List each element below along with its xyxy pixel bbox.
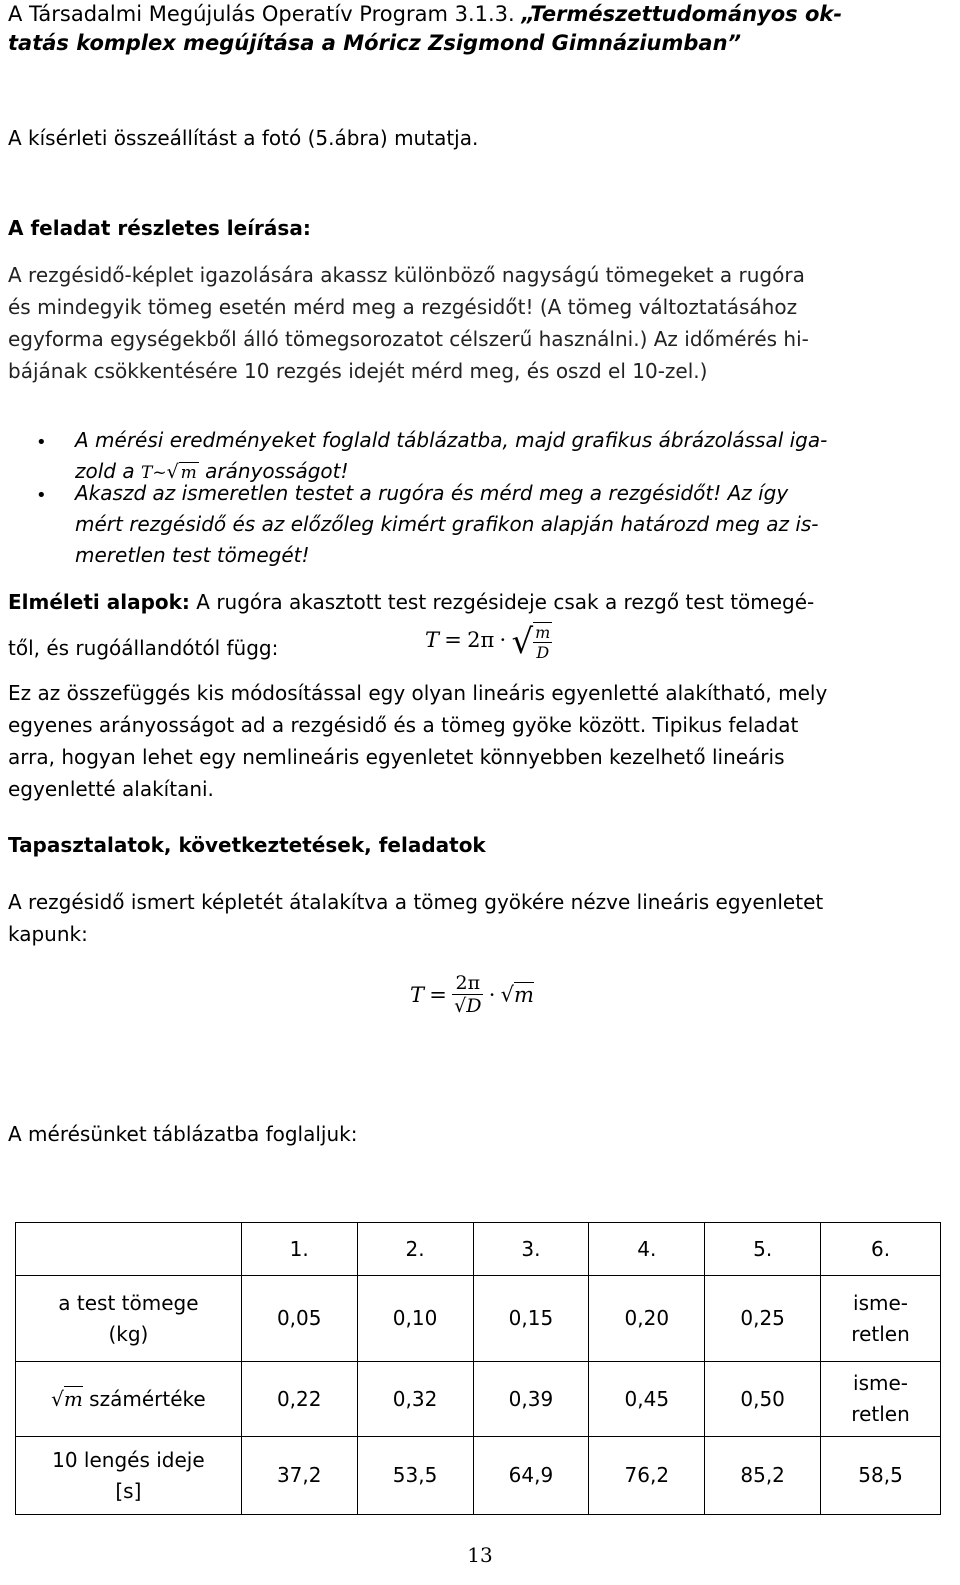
row-label-text: számértéke [82,1386,206,1411]
row-label-line: [s] [115,1478,142,1503]
sqrt-icon: √ [51,1386,64,1411]
table-cell: 0,15 [473,1276,589,1362]
task-heading: A feladat részletes leírása: [8,216,311,240]
formula-equals: = [429,983,447,1007]
bullet-text: zold a [75,459,141,483]
formula-m: m [514,982,534,1007]
header-project-title-part1: „Természettudományos ok- [521,2,843,26]
bullet-text: arányosságot! [198,459,349,483]
table-header-cell: 5. [705,1223,821,1276]
header-program: A Társadalmi Megújulás Operatív Program 3.1.3. [8,2,522,26]
row-label-mass [16,1276,242,1362]
task-line: egyforma egységekből álló tömegsorozatot célszerű használni.) Az időmérés hi- [8,327,809,351]
formula-dot: · [488,983,496,1007]
bullet-line: A mérési eredményeket foglald táblázatba, majd grafikus ábrázolással iga- [75,428,828,452]
formula-denominator [452,995,483,1018]
theory-para-line: arra, hogyan lehet egy nemlineáris egyenletet könnyebben kezelhető lineáris [8,745,785,769]
sqrt-icon: √ [454,995,467,1017]
sqrt-icon: √ [166,461,179,483]
table-cell: 37,2 [241,1437,357,1515]
table-corner-cell [16,1223,242,1276]
formula-sim: ~ [152,463,167,483]
bullet-line: Akaszd az ismeretlen testet a rugóra és mérd meg a rezgésidőt! Az így [75,481,789,505]
cell-line: isme- [853,1371,909,1395]
cell-line: isme- [853,1290,909,1315]
header-project-title-part2: tatás komplex megújítása a Móricz Zsigmond Gimnáziumban” [8,31,742,55]
table-cell: 58,5 [821,1437,941,1515]
table-header-cell: 6. [821,1223,941,1276]
theory-text: A rugóra akasztott test rezgésideje csak a rezgő test tömegé- [189,590,815,614]
theory-line-2: től, és rugóállandótól függ: [8,636,279,660]
theory-heading: Elméleti alapok: [8,590,190,614]
row-label-line: (kg) [108,1321,149,1346]
theory-para-line: egyenletté alakítani. [8,777,214,801]
cell-line: retlen [851,1402,910,1426]
table-header-cell: 2. [357,1223,473,1276]
table-header-cell: 1. [241,1223,357,1276]
results-heading: Tapasztalatok, következtetések, feladatok [8,833,486,857]
row-label-period [16,1437,242,1515]
formula-denominator: D [536,643,550,662]
table-cell: 0,20 [589,1276,705,1362]
table-row [16,1276,941,1362]
table-cell: 64,9 [473,1437,589,1515]
table-cell: 0,32 [357,1362,473,1437]
table-cell: 0,05 [241,1276,357,1362]
header-line-1 [8,0,948,29]
row-label-line: 10 lengés ideje [52,1447,205,1472]
sqrt-icon: √ [511,622,534,662]
formula-m: m [63,1386,83,1411]
table-cell: 85,2 [705,1437,821,1515]
table-cell: 0,10 [357,1276,473,1362]
theory-para-line: egyenes arányosságot ad a rezgésidő és a tömeg gyöke között. Tipikus feladat [8,713,799,737]
task-line: és mindegyik tömeg esetén mérd meg a rezgésidőt! (A tömeg változtatásához [8,295,798,319]
formula-m: m [180,463,197,483]
table-header-cell: 4. [589,1223,705,1276]
theory-paragraph [8,677,948,805]
formula-numerator: 2π [452,972,483,995]
table-cell: 0,22 [241,1362,357,1437]
row-label-line: a test tömege [58,1290,199,1315]
table-cell: 0,50 [705,1362,821,1437]
formula-T: T [140,463,153,483]
table-row [16,1437,941,1515]
theory-line-1 [8,586,948,618]
table-cell: 0,39 [473,1362,589,1437]
formula-period [425,622,552,662]
formula-linear [410,972,534,1018]
table-cell: 0,45 [589,1362,705,1437]
table-header-cell: 3. [473,1223,589,1276]
formula-dot: · [499,627,507,652]
formula-T: T [425,627,440,652]
formula-fraction [452,972,483,1018]
results-line: A rezgésidő ismert képletét átalakítva a tömeg gyökére nézve lineáris egyenletet [8,890,824,914]
intro-text: A kísérleti összeállítást a fotó (5.ábra) mutatja. [8,126,479,150]
task-line: A rezgésidő-képlet igazolására akassz különböző nagyságú tömegeket a rugóra [8,263,805,287]
page-number: 13 [467,1543,493,1567]
results-paragraph [8,886,948,950]
table-cell-unknown [821,1276,941,1362]
sqrt-icon: √ [500,982,515,1007]
formula-two-pi: 2π [467,627,495,652]
table-cell-unknown [821,1362,941,1437]
table-cell: 76,2 [589,1437,705,1515]
measurement-table [15,1222,941,1515]
table-cell: 0,25 [705,1276,821,1362]
task-line: bájának csökkentésére 10 rezgés idejét mérd meg, és oszd el 10-zel.) [8,359,708,383]
results-line: kapunk: [8,922,88,946]
formula-T: T [410,983,425,1007]
formula-equals: = [444,627,462,652]
row-label-sqrt-mass [16,1362,242,1437]
cell-line: retlen [851,1321,910,1346]
header-line-2 [8,29,948,58]
bullet-item-2 [75,478,948,571]
table-cell: 53,5 [357,1437,473,1515]
bullet-line: meretlen test tömegét! [75,543,310,567]
theory-para-line: Ez az összefüggés kis módosítással egy olyan lineáris egyenletté alakítható, mely [8,681,828,705]
bullet-line: mért rezgésidő és az előzőleg kimért grafikon alapján határozd meg az is- [75,512,819,536]
bullet-dot: • [36,485,47,506]
table-row [16,1362,941,1437]
sqrt-m [501,982,534,1007]
formula-D: D [466,995,482,1017]
document-header [8,0,948,58]
formula-fraction [533,622,552,662]
task-paragraph [8,259,948,387]
table-header-row [16,1223,941,1276]
table-intro: A mérésünket táblázatba foglaljuk: [8,1122,358,1146]
bullet-dot: • [36,432,47,453]
formula-numerator: m [535,623,551,642]
